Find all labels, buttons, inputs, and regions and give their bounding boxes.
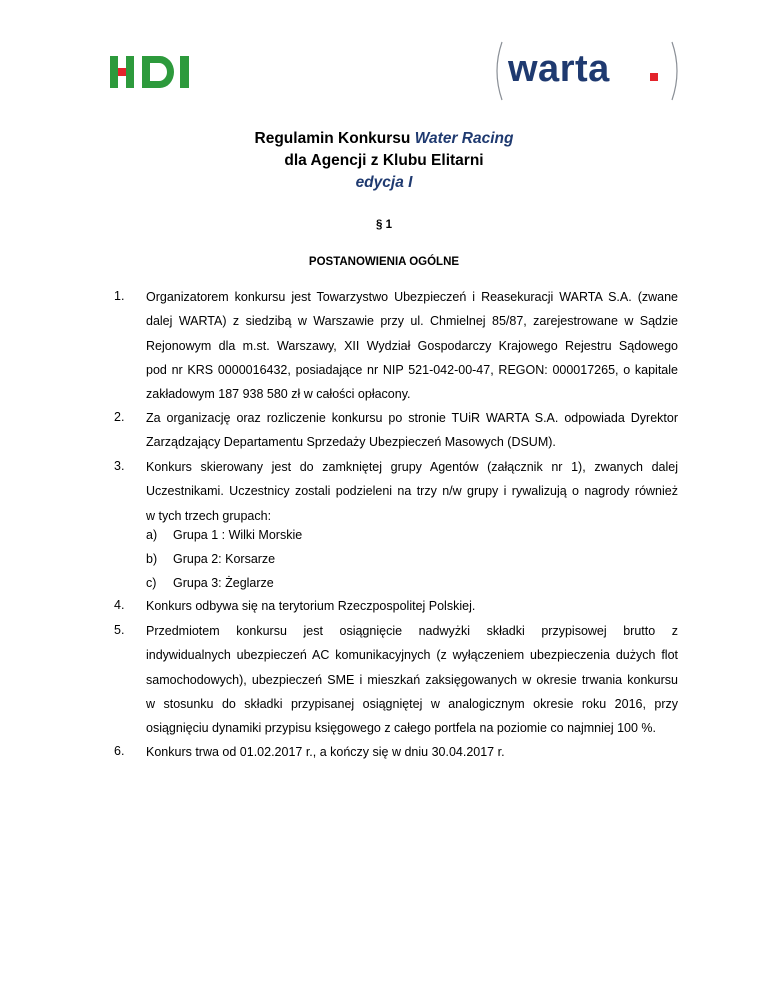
list-item-5: Przedmiotem konkursu jest osiągnięcie nadwyżki składki przypisowej brutto z indywidualnych ubezpieczeń AC komunikacyjnych (z wyłączeniem ubezpieczenia dużych flot samochodowych), ubezpieczeń SME i mieszkań zaksięgowanych w okresie trwania konkursu w stosunku do składki przypisanej osiągniętej w analogicznym okresie roku 2016, przy osiągnięciu dynamiki przypisu księgowego z całego portfela na poziomie co najmniej 100 %.	[146, 624, 678, 736]
section-sign: § 1	[376, 219, 392, 231]
item-number: 2.	[114, 410, 125, 424]
warta-logo-text: warta	[508, 48, 610, 90]
item-number: 6.	[114, 744, 125, 758]
item-number: 5.	[114, 623, 125, 637]
document-title-line-1: Regulamin Konkursu Water Racing	[254, 130, 514, 147]
subitem-b: b) Grupa 2: Korsarze	[146, 552, 276, 566]
list-item-2: Za organizację oraz rozliczenie konkursu po stronie TUiR WARTA S.A. odpowiada Dyrektor Zarządzający Departamentu Sprzedaży Ubezpieczeń Masowych (DSUM).	[146, 411, 678, 450]
warta-logo	[492, 40, 682, 102]
section-heading: POSTANOWIENIA OGÓLNE	[308, 256, 460, 268]
item-number: 1.	[114, 289, 125, 303]
list-item-1: Organizatorem konkursu jest Towarzystwo Ubezpieczeń i Reasekuracji WARTA S.A. (zwane dalej WARTA) z siedzibą w Warszawie przy ul. Chmielnej 85/87, zarejestrowane w Sądzie Rejonowym dla m.st. Warszawy, XII Wydział Gospodarczy Krajowego Rejestru Sądowego pod nr KRS 0000016432, posiadające nr NIP 521-042-00-47, REGON: 000017265, o kapitale zakładowym 187 938 580 zł w całości opłacony.	[146, 290, 678, 402]
document-title-line-3: edycja I	[355, 174, 413, 191]
hdi-logo	[110, 56, 206, 88]
item-number: 4.	[114, 598, 125, 612]
list-item-6: Konkurs trwa od 01.02.2017 r., a kończy się w dniu 30.04.2017 r.	[146, 745, 505, 759]
document-title-line-2: dla Agencji z Klubu Elitarni	[284, 152, 484, 169]
subitem-a: a) Grupa 1 : Wilki Morskie	[146, 528, 303, 542]
list-item-3: Konkurs skierowany jest do zamkniętej grupy Agentów (załącznik nr 1), zwanych dalej Uczestnikami. Uczestnicy zostali podzieleni na trzy n/w grupy i rywalizują o nagrody również w tych trzech grupach:	[146, 460, 678, 523]
list-item-4: Konkurs odbywa się na terytorium Rzeczpospolitej Polskiej.	[146, 599, 476, 613]
contest-name: Water Racing	[414, 130, 514, 147]
subitem-c: c) Grupa 3: Żeglarze	[146, 576, 274, 590]
item-number: 3.	[114, 459, 125, 473]
